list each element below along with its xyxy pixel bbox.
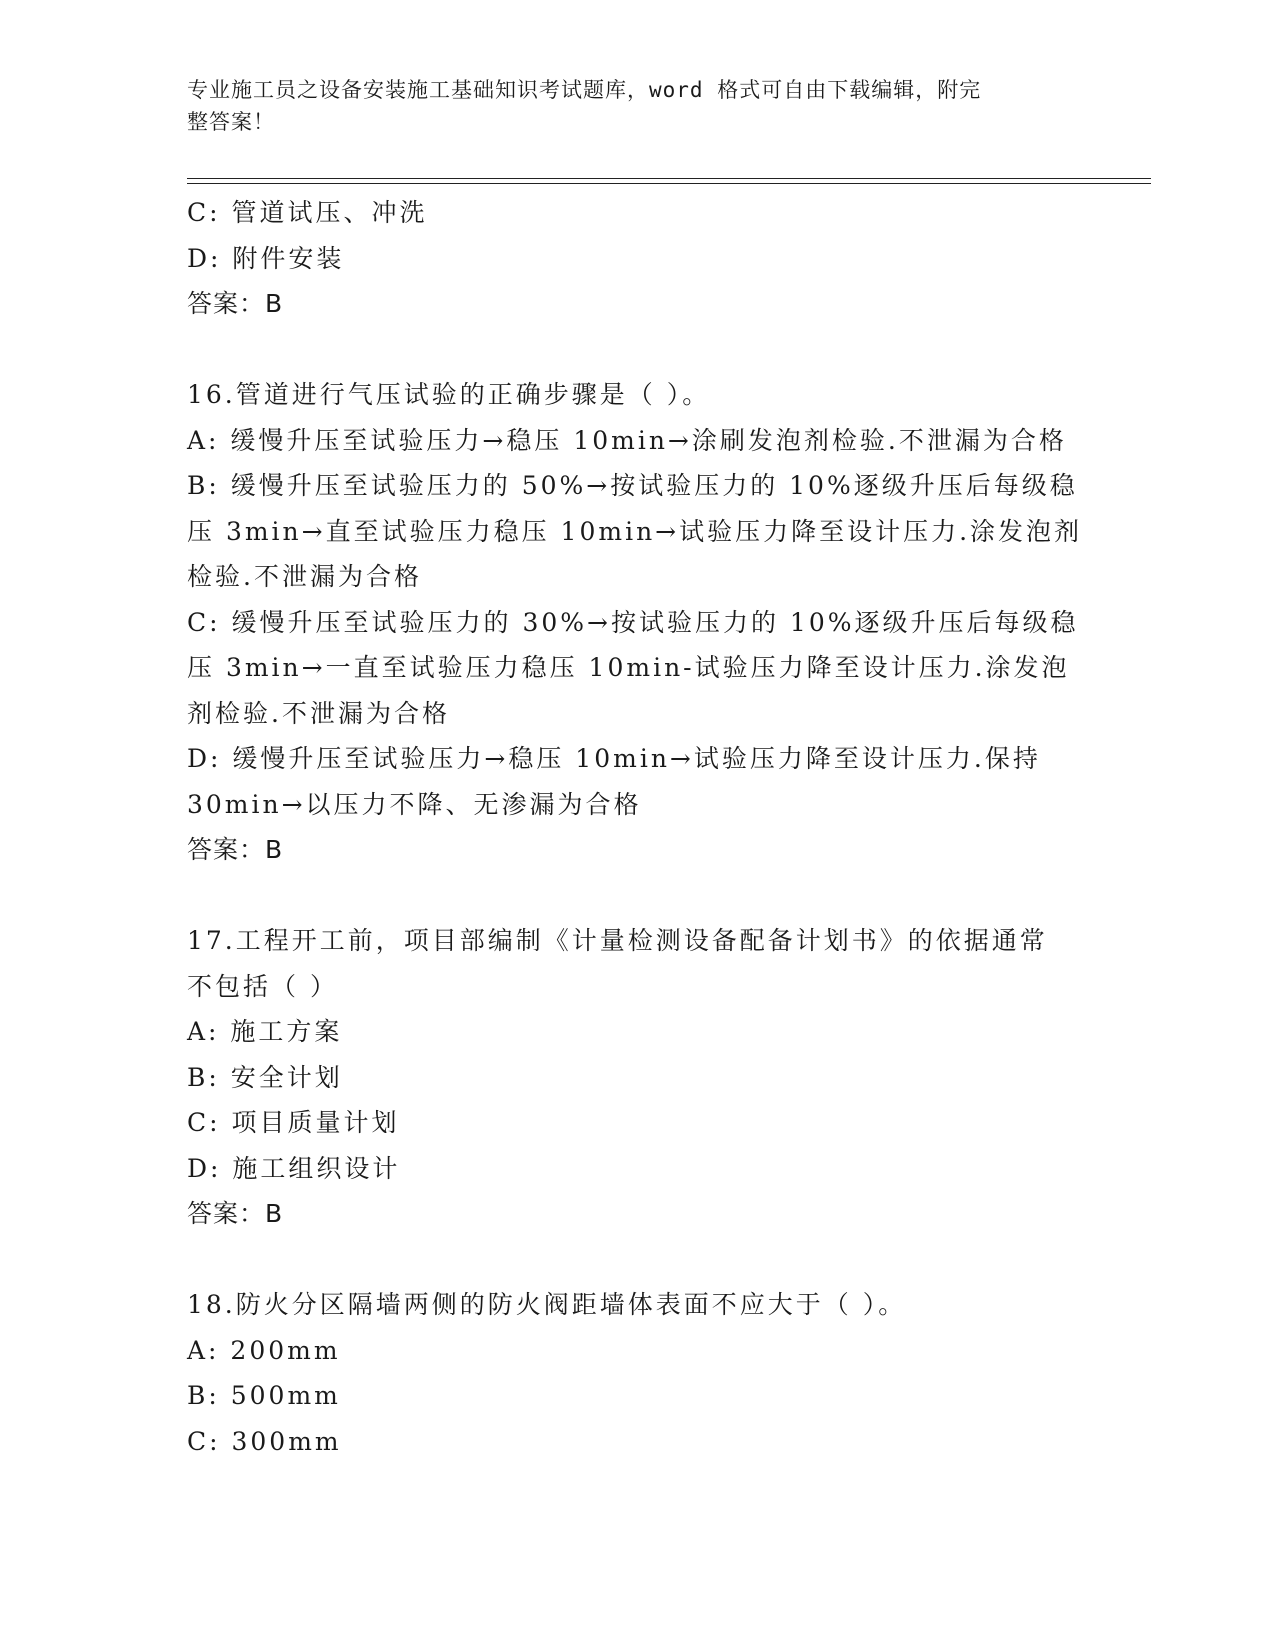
question-17-stem: 17.工程开工前，项目部编制《计量检测设备配备计划书》的依据通常 <box>187 926 1048 955</box>
question-16-option-c-cont: 压 3min→一直至试验压力稳压 10min-试验压力降至设计压力.涂发泡 <box>187 653 1070 682</box>
question-15-tail <box>187 190 1087 327</box>
question-17-option-a: A: 施工方案 <box>187 1017 343 1046</box>
document-header <box>187 74 1067 138</box>
document-body <box>187 190 1087 1464</box>
question-16-option-b-cont: 压 3min→直至试验压力稳压 10min→试验压力降至设计压力.涂发泡剂 <box>187 516 1083 546</box>
question-17-option-c: C: 项目质量计划 <box>187 1108 400 1137</box>
question-16-option-c-cont: 剂检验.不泄漏为合格 <box>187 698 450 728</box>
question-18-option-a: A: 200mm <box>187 1335 341 1365</box>
answer-line: 答案：B <box>187 1199 284 1228</box>
question-18-option-b: B: 500mm <box>187 1381 341 1410</box>
question-16-option-d: D: 缓慢升压至试验压力→稳压 10min→试验压力降至设计压力.保持 <box>187 744 1041 773</box>
question-17-stem-cont: 不包括（ ） <box>187 971 338 1001</box>
question-17-option-d: D: 施工组织设计 <box>187 1153 401 1183</box>
header-divider-bottom <box>187 183 1151 184</box>
question-16-stem: 16.管道进行气压试验的正确步骤是（ ）。 <box>187 380 711 409</box>
question-18-stem: 18.防火分区隔墙两侧的防火阀距墙体表面不应大于（ ）。 <box>187 1290 907 1319</box>
question-18 <box>187 1282 1087 1464</box>
question-17 <box>187 918 1087 1237</box>
header-divider-top <box>187 178 1151 179</box>
question-16-option-c: C: 缓慢升压至试验压力的 30%→按试验压力的 10%逐级升压后每级稳 <box>187 607 1079 637</box>
question-17-option-b: B: 安全计划 <box>187 1062 343 1092</box>
question-16-option-a: A: 缓慢升压至试验压力→稳压 10min→涂刷发泡剂检验.不泄漏为合格 <box>187 425 1067 455</box>
question-16-option-b-cont: 检验.不泄漏为合格 <box>187 562 422 591</box>
question-16-option-d-cont: 30min→以压力不降、无渗漏为合格 <box>187 789 642 819</box>
answer-line: 答案：B <box>187 835 284 864</box>
header-line-1: 专业施工员之设备安装施工基础知识考试题库，word 格式可自由下载编辑，附完 <box>187 78 982 102</box>
question-18-option-c: C: 300mm <box>187 1426 342 1456</box>
header-line-2: 整答案！ <box>187 110 275 134</box>
answer-line: 答案：B <box>187 289 284 318</box>
question-16-option-b: B: 缓慢升压至试验压力的 50%→按试验压力的 10%逐级升压后每级稳 <box>187 471 1078 500</box>
option-c: C: 管道试压、冲洗 <box>187 198 428 227</box>
question-16 <box>187 372 1087 873</box>
option-d: D: 附件安装 <box>187 243 345 273</box>
